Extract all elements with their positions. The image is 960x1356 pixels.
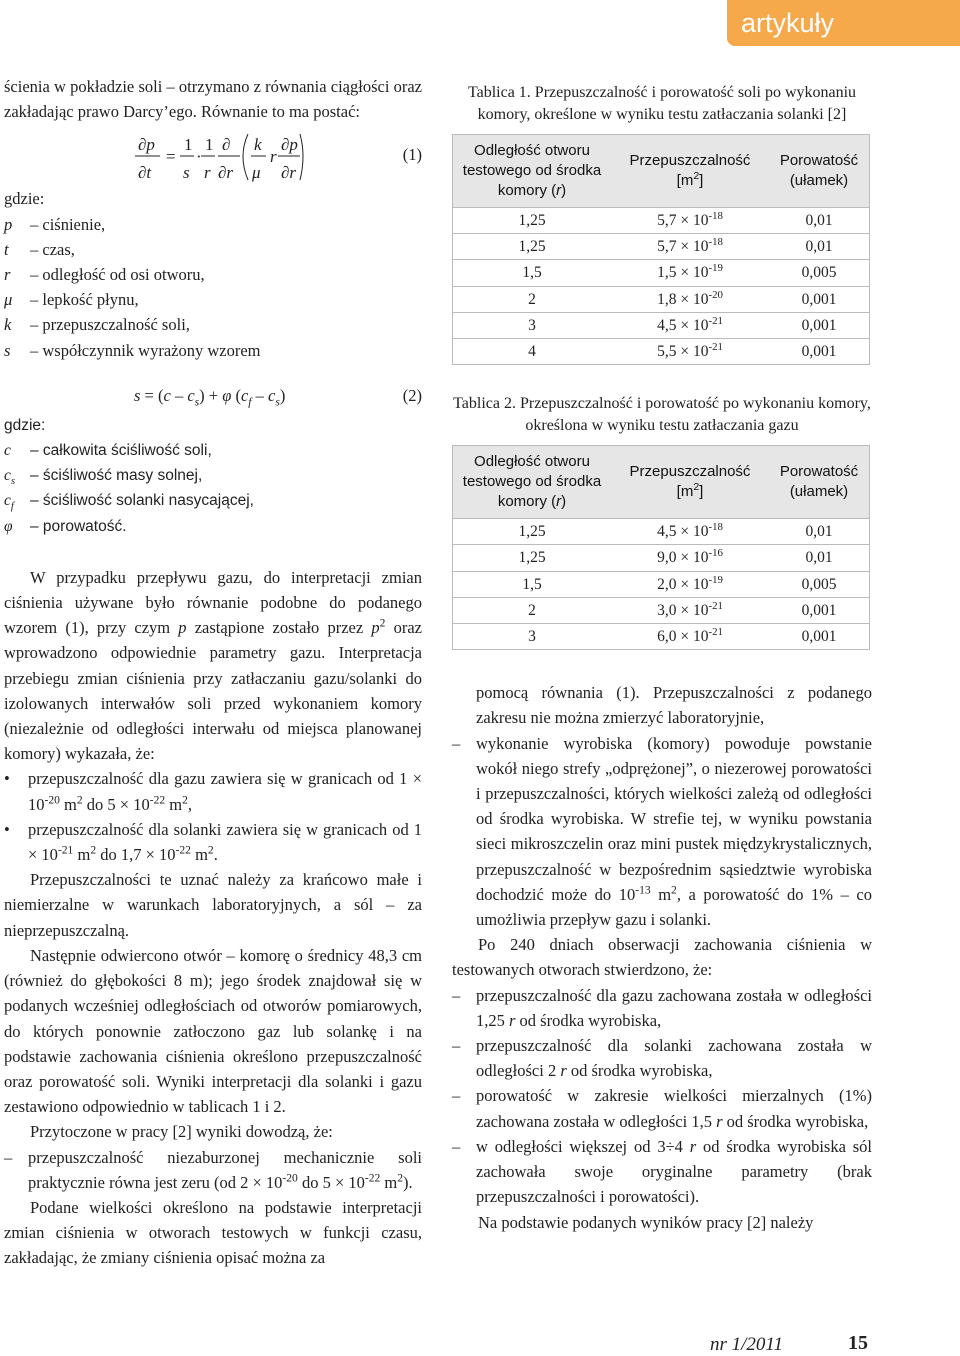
- svg-text:∂: ∂: [222, 135, 231, 155]
- bullet-brine: • przepuszczalność dla solanki zawiera się w granicach od $1 \times 10^{-21}$ $m^2$ do $1,7 \times 10^{-22}$ $m^2$.: [4, 819, 422, 865]
- table-row: 3 $4,5 \times 10^{-21}$ 0,001: [453, 313, 869, 339]
- list-item: φ – porowatość.: [4, 517, 127, 535]
- table-2-header-permeability: Przepuszczalność $[m^2]$: [611, 446, 769, 519]
- dash-item: – w odległości większej od 3÷4 r od środka wyrobiska sól zachowała swoje oryginalne parametry (brak przepuszczalności i porowatości).: [452, 1136, 873, 1207]
- table-row: 1,5 $1,5 \times 10^{-19}$ 0,005: [453, 260, 869, 286]
- list-item: p – ciśnienie,: [4, 214, 106, 234]
- table-row: 4 $5,5 \times 10^{-21}$ 0,001: [528, 340, 837, 361]
- right-paragraph-2: Na podstawie podanych wyników pracy [2] należy: [478, 1212, 814, 1232]
- table-row: 3 $6,0 \times 10^{-21}$ 0,001: [528, 625, 837, 646]
- svg-text:r: r: [204, 163, 211, 183]
- dash-item: – wykonanie wyrobiska (komory) powoduje powstanie wokół niego strefy „odprężonej”, o niezerowej porowatości i przepuszczalności, których wielkości zależą od odległości od środka wyrobiska. W strefie tej, w wyniku powstania sieci mikroszczelin oraz mini pustek międzykrystalicznych, przepuszczalność w bezpośrednim sąsiedztwie wyrobiska dochodzić może do $10^{-13}$ $m^2$, a porowatość do 1% – co umożliwia przepływ gazu i solanki.: [452, 733, 872, 930]
- variables-list-1: [4, 212, 422, 363]
- table-1-header-porosity: Porowatość (ułamek): [769, 135, 869, 208]
- list-item: k – przepuszczalność soli,: [4, 315, 190, 335]
- list-item: $c_f$ – ściśliwość solanki nasycającej,: [4, 492, 254, 513]
- paragraph-3: Następnie odwiercono otwór – komorę o średnicy 48,3 cm (również do głębokości 8 m); jego środek znajdował się w podanych wcześniej odległościach od otworów pomiarowych, do których ponownie zatłoczono gaz lub solankę i na podstawie zachowania ciśnienia określono przepuszczalność oraz porowatość soli. Wyniki interpretacji dla solanki i gazu zestawiono odpowiednio w tablicach 1 i 2.: [4, 945, 422, 1117]
- issue-number: nr 1/2011: [710, 1334, 784, 1355]
- equation-1-number: (1): [402, 145, 422, 165]
- gdzie-label-2: gdzie:: [4, 416, 46, 434]
- right-continuation: pomocą równania (1). Przepuszczalności z podanego zakresu nie można zmierzyć laboratoryjnie,: [476, 683, 872, 728]
- equation-2-formula: $s = (c - c_s) + \varphi$ $(c_f - c_s)$: [134, 385, 286, 409]
- equation-1: [4, 128, 422, 186]
- gdzie-label-1: gdzie:: [4, 189, 45, 209]
- section-tag: artykuły: [727, 0, 960, 46]
- svg-text:k: k: [254, 135, 262, 155]
- table-1-header-permeability: Przepuszczalność $[m^2]$: [611, 135, 769, 208]
- svg-text:∂t: ∂t: [138, 163, 152, 183]
- svg-text:∂r: ∂r: [218, 163, 234, 183]
- svg-text:∂p: ∂p: [138, 135, 155, 155]
- paragraph-5: Podane wielkości określono na podstawie interpretacji zmian ciśnienia w otworach testowych w funkcji czasu, zakładając, że zmiany ciśnienia opisać można za: [4, 1197, 422, 1268]
- list-item: t – czas,: [4, 239, 75, 259]
- dash-item: – przepuszczalność niezaburzonej mechanicznie soli praktycznie równa jest zeru (od $2 \times 10^{-20}$ do $5 \times 10^{-22}$ $m^2$).: [4, 1147, 422, 1192]
- variables-list-2: [4, 438, 422, 539]
- table-row: 1,25 $5,7 \times 10^{-18}$ 0,01: [453, 208, 869, 234]
- svg-text:1: 1: [205, 135, 214, 155]
- svg-text:=: =: [166, 147, 176, 167]
- svg-text:∂p: ∂p: [281, 135, 298, 155]
- svg-text:s: s: [183, 163, 190, 183]
- table-2-header-distance: Odległość otworu testowego od środka komory (r): [453, 446, 611, 519]
- table-row: 1,5 $2,0 \times 10^{-19}$ 0,005: [453, 572, 869, 598]
- left-column: [4, 74, 422, 1271]
- table-2: [452, 445, 870, 650]
- table-row: 2 $1,8 \times 10^{-20}$ 0,001: [453, 287, 869, 313]
- bullet-gas: • przepuszczalność dla gazu zawiera się w granicach od $1 \times 10^{-20}$ $m^2$ do $5 \times 10^{-22}$ $m^2$,: [4, 769, 422, 814]
- list-item: c – całkowita ściśliwość soli,: [4, 442, 212, 460]
- paragraph-2: Przepuszczalności te uznać należy za krańcowo małe i niemierzalne w warunkach laboratoryjnych, a sól – za nieprzepuszczalną.: [4, 870, 422, 940]
- svg-text:1: 1: [184, 135, 193, 155]
- table-row: 1,25 $5,7 \times 10^{-18}$ 0,01: [453, 234, 869, 260]
- list-item: s – współczynnik wyrażony wzorem: [4, 340, 261, 360]
- table-1-caption: Tablica 1. Przepuszczalność i porowatość soli po wykonaniu komory, określone w wyniku testu zatłaczania solanki [2]: [467, 84, 857, 123]
- right-paragraph-1: Po 240 dniach obserwacji zachowania ciśnienia w testowanych otworach stwierdzono, że:: [452, 935, 872, 980]
- list-item: $c_s$ – ściśliwość masy solnej,: [4, 467, 203, 488]
- table-row: 1,25 $4,5 \times 10^{-18}$ 0,01: [453, 519, 869, 545]
- dash-item: – porowatość w zakresie wielkości mierzalnych (1%) zachowana została w odległości 1,5 r od środka wyrobiska,: [452, 1086, 872, 1131]
- page-number: 15: [848, 1332, 868, 1354]
- table-2-caption: Tablica 2. Przepuszczalność i porowatość po wykonaniu komory, określona w wyniku testu zatłaczania gazu: [453, 395, 871, 435]
- svg-text:·: ·: [196, 147, 202, 167]
- dash-item: – przepuszczalność dla gazu zachowana została w odległości 1,25 r od środka wyrobiska,: [452, 985, 872, 1030]
- paragraph-gas: W przypadku przepływu gazu, do interpretacji zmian ciśnienia używane było równanie podobne do podanego wzorem (1), przy czym p zastąpione zostało przez $p^2$ oraz wprowadzono odpowiednie parametry gazu. Interpretacja przebiegu zmian ciśnienia przy zatłaczaniu gazu/solanki do izolowanych interwałów soli przed wykonaniem komory (niezależnie od odległości interwału od miejsca planowanej komory) wykazała, że:: [4, 567, 423, 764]
- right-column: [452, 82, 872, 1235]
- equation-1-formula: [4, 128, 304, 186]
- table-1: [452, 134, 870, 365]
- intro-paragraph: ścienia w pokładzie soli – otrzymano z równania ciągłości oraz zakładając prawo Darcy’ego. Równanie to ma postać:: [4, 77, 422, 122]
- equation-2-number: (2): [402, 385, 422, 405]
- table-1-header-distance: Odległość otworu testowego od środka komory (r): [453, 135, 611, 208]
- svg-text:μ: μ: [252, 163, 261, 183]
- table-row: 1,25 $9,0 \times 10^{-16}$ 0,01: [453, 545, 869, 571]
- list-item: μ – lepkość płynu,: [4, 290, 139, 310]
- table-row: 2 $3,0 \times 10^{-21}$ 0,001: [453, 598, 869, 624]
- table-2-header-porosity: Porowatość (ułamek): [769, 446, 869, 519]
- equation-2: [4, 381, 422, 411]
- svg-text:r: r: [270, 147, 277, 167]
- list-item: r – odległość od osi otworu,: [4, 265, 205, 285]
- paragraph-4: Przytoczone w pracy [2] wyniki dowodzą, że:: [30, 1122, 333, 1142]
- svg-text:∂r: ∂r: [281, 163, 297, 183]
- dash-item: – przepuszczalność dla solanki zachowana została w odległości 2 r od środka wyrobiska,: [452, 1036, 872, 1081]
